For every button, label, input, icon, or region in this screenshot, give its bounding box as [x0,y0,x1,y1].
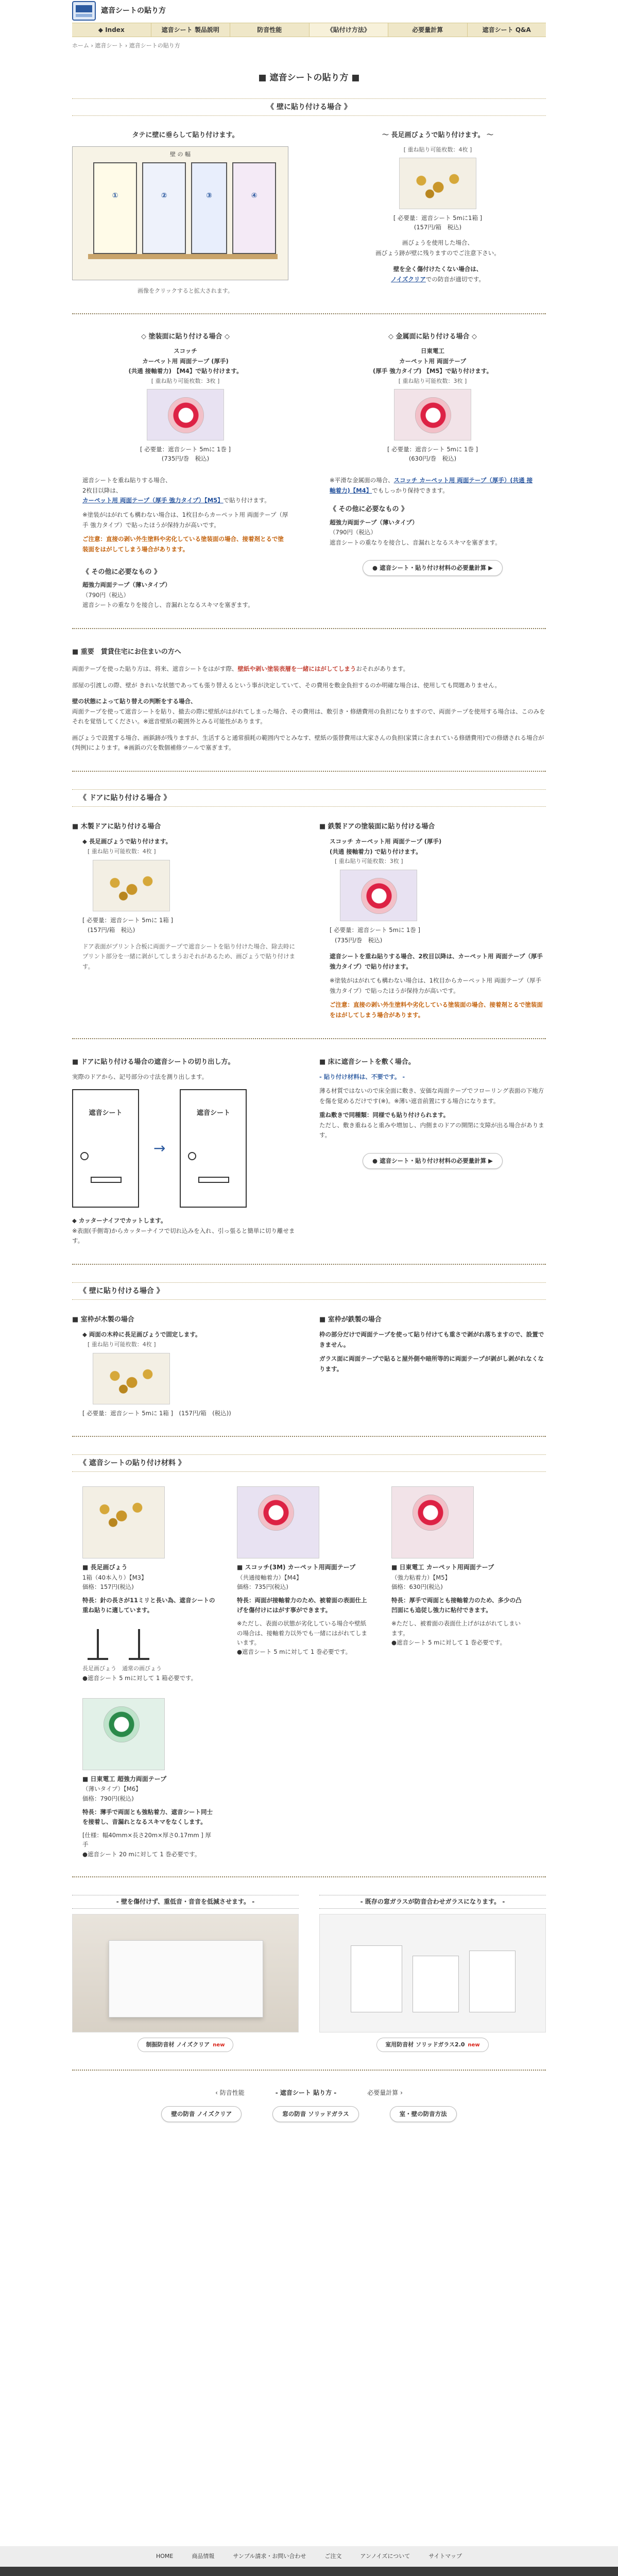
painted-warn: ご注意：直接の剥い外生塗料や劣化している塗装面の場合、接着剤とるで塗装面をはがしてしまう場合があります。 [82,535,284,553]
metal-need: [ 必要量：遮音シート 5mに 1巻 ] [387,445,478,453]
material-spec: 1箱（40本入り）【M3】 [82,1573,147,1581]
page-title: ■ 遮音シートの貼り方 ■ [258,72,360,83]
door-knob-icon [80,1152,89,1160]
new-badge: new [468,2042,480,2048]
material-spec: （共通接軸着力）【M4】 [237,1573,302,1581]
material-item [391,1486,525,1683]
frame-wood-sub: ◆ 両面の木枠に長足画びょうで固定します。 [82,1331,201,1338]
footer-products[interactable]: 商品情報 [192,2553,215,2560]
material-extra: [仕様：幅40mm×長さ20m×厚さ0.17mm ] 厚手 [82,1831,211,1849]
material-extra: ※ただし、被着面の表面仕上げがはがれてしまいます。 [391,1620,521,1637]
frame-metal-body: 枠の部分だけで両面テープを使って貼り付けても重さで剥がれ落ちますので、設置できません。 [319,1331,544,1348]
material-price: 価格：790円(税込) [82,1794,134,1802]
rental-p3b: 両面テープを使って遮音シートを貼り、撤去の際に壁紙がはがれてしまった場合、その費用は、敷引き・修繕費用の負担になりますので、両面テープを使用する場合は、このみをそれを覚悟してください。※遮音壁紙の範囲外とみる可能性があります。 [72,707,545,725]
frame-metal-body2: ガラス面に両面テープで貼ると屋外側や暗所等的に両面テープが剥がし剥がれなくなります。 [319,1355,544,1372]
metal-sub: [ 重ね貼り可能枚数：3枚 ] [398,378,467,384]
material-price: 価格：735円(税込) [237,1583,288,1591]
panel-shape [109,1940,263,2018]
material-extra: 長足画びょう 通常の画びょう [82,1665,162,1672]
panel-1 [93,162,137,254]
wall-right-head: ～ 長足画びょうで貼り付けます。 ～ [382,131,493,140]
noiseclear-button[interactable] [138,2038,234,2052]
panel-2-num: ② [161,192,167,200]
frame-section [72,1314,546,1418]
panel-1-num: ① [112,192,118,200]
pushpin-icon [93,1496,150,1529]
breadcrumb: ホーム › 遮音シート › 遮音シートの貼り方 [72,42,180,49]
frame-section-title: 《 壁に貼り付ける場合 》 [72,1282,546,1300]
calc-button[interactable]: ● 遮音シート・貼り付け材料の必要量計算 ▶ [363,1153,503,1170]
rental-p1a: 両面テープを使った貼り方は、将来、遮音シートをはがす際、 [72,665,238,673]
steel-door-body: 遮音シートを重ね貼りする場合、2枚目以降は、カーペット用 両面テープ（厚手 強力タイプ）で貼り付けます。 [330,953,543,970]
floor-body3: ただし、敷き重ねると重みや増加し、内側まのドアの開閉に支障が出る場合があります。 [319,1121,544,1139]
painted-title: ◇ 塗装面に貼り付ける場合 ◇ [141,332,230,341]
rental-p4b: (家賃に含まれている修繕費用)での修繕される場合が(判例)によります。※画鋲の穴を数個補修ツールで塞ぎます。 [72,734,544,752]
wall-diagram[interactable] [72,146,288,280]
steel-door-head: ■ 鉄製ドアの塗装面に貼り付ける場合 [319,823,435,831]
wood-door-head: ■ 木製ドアに貼り付ける場合 [72,823,161,831]
pushpin-product-image[interactable] [93,1353,170,1404]
noiseclear-button-label: 制振防音材 ノイズクリア [146,2041,210,2048]
wall-left-head: タテに壁に垂らして貼り付けます。 [132,131,239,140]
rental-title: ■ 重要 賃貸住宅にお住まいの方へ [72,648,181,656]
related-noiseclear[interactable]: 壁の防音 ノイズクリア [161,2106,242,2122]
painted-body1-link[interactable]: カーペット用 両面テープ（厚手 強力タイプ）【M5】 [82,497,224,504]
nav-howto[interactable]: 《貼付け方法》 [310,23,389,37]
promo-banners [72,1895,546,2052]
nitto-thin-tape-image[interactable] [82,1698,165,1770]
rental-p1b: 壁紙や剥い塗装表層を一緒にはがしてしまう [237,665,356,673]
banner-head: - 既存の窓ガラスが防音合わせガラスになります。 - [319,1895,546,1909]
cut-desc: 実際のドアから、記号部分の寸法を測り出します。 [72,1073,208,1080]
steel-door-product: スコッチ カーペット用 両面テープ (厚手) (共通 接軸着力) で貼り付けます。 [330,838,442,855]
painted-price: (735円/巻 税込) [161,454,210,462]
material-note: ●遮音シート 5 mに対して 1 箱必要です。 [82,1674,197,1682]
scotch-tape-image[interactable] [237,1486,319,1558]
material-name[interactable]: ■ 日東電工 超強力両面テープ [82,1775,167,1783]
panel-4-num: ④ [251,192,258,200]
material-spec: （薄いタイプ）【M6】 [82,1785,142,1793]
door-figure-cut [180,1089,247,1208]
pushpin-product-image[interactable] [399,158,476,209]
steel-door-note: ※塗装がはがれても構わない場合は、1枚目からカーペット用 両面テープ（厚手 強力タイプ）で貼ったほうが保持力が高いです。 [330,977,542,994]
tape-roll-icon [104,1706,140,1742]
nav-calc[interactable]: 必要量計算 [388,23,468,37]
pager [72,2088,546,2098]
material-name[interactable]: ■ スコッチ(3M) カーペット用両面テープ [237,1564,356,1571]
metal-other-item[interactable]: 超強力両面テープ（薄いタイプ） [330,518,418,526]
new-badge: new [213,2042,225,2048]
wood-door-price: (157円/箱 税込) [88,926,135,934]
material-name[interactable]: ■ 長足画びょう [82,1564,128,1571]
header [0,0,618,22]
wood-door-need: [ 必要量：遮音シート 5mに 1箱 ] [82,916,173,924]
door-figure-measured [72,1089,139,1208]
panel-3 [191,162,227,254]
rental-notice [72,647,546,753]
painted-other-price: （790円（税込） [82,591,129,599]
tape-roll-icon [168,397,204,433]
painted-other-body: 遮音シートの重なりを接合し、音漏れとなるスキマを塞ぎます。 [82,601,254,609]
door-section-title: 《 ドアに貼り付ける場合 》 [72,789,546,807]
tape-roll-icon [413,1495,449,1531]
next-link[interactable]: 必要量計算 › [367,2089,403,2097]
painted-need: [ 必要量：遮音シート 5mに 1巻 ] [140,445,231,453]
calc-button[interactable]: ● 遮音シート・貼り付け材料の必要量計算 ▶ [363,560,503,575]
metal-other-price: （790円（税込） [330,529,376,536]
floor-sub: - 貼り付け材料は、不要です。 - [319,1073,405,1080]
related-wall-method[interactable]: 室・壁の防音方法 [390,2106,457,2122]
painted-body1: 遮音シートを重ね貼りする場合、 2枚目以降は、 [82,477,171,494]
painted-sub: [ 重ね貼り可能枚数：3枚 ] [151,378,220,384]
door-slot-icon [198,1177,229,1183]
diagram-sill [88,254,278,259]
material-name[interactable]: ■ 日東電工 カーペット用両面テープ [391,1564,494,1571]
material-extra: ※ただし、表面の状態が劣化している場合や壁紙の場合は、接軸着力以外でも一緒にはがれてしまいます。 [237,1620,367,1646]
divider [72,771,546,772]
painted-other-item[interactable]: 超強力両面テープ（薄いタイプ） [82,581,171,589]
cut-floor-section [72,1057,546,1246]
door-figure-label: 遮音シート [196,1109,230,1117]
site-title: 遮音シートの貼り方 [101,6,166,15]
door-figure-label: 遮音シート [89,1109,123,1117]
metal-title: ◇ 金属面に貼り付ける場合 ◇ [388,332,477,341]
pushpin-icon [104,1363,160,1396]
solidglass-banner[interactable] [319,1895,546,2052]
wall-right-note2: 壁を全く傷付けたくない場合は、 [393,265,483,273]
divider [72,1876,546,1877]
metal-price: (630円/巻 税込) [408,454,457,462]
painted-other-head: 《 その他に必要なもの 》 [82,568,161,577]
wood-door-note: ドア表面がプリント合板に両面テープで遮音シートを貼り付けた場合、除去時にプリント部分を一緒に剥がしてしまうおそれがあるため、画びょうで貼り付けます。 [82,942,296,970]
material-note: ●遮音シート 20 mに対して 1 巻必要です。 [82,1850,201,1858]
material-note: ●遮音シート 5 mに対して 1 巻必要です。 [237,1648,352,1656]
glass-shape [469,1951,516,2012]
metal-body1c: でもしっかり保持できます。 [372,486,449,494]
logo[interactable] [72,1,96,21]
rental-p4: 画びょうで設置する場合、画鋲跡が残りますが、生活すると通常損耗の範囲内でとみなす、壁紙の張替費用は大家さんの負担 [72,734,404,741]
metal-body1: ※平滑な金属面の場合、 [330,477,394,484]
arrow-right-icon: → [153,1140,166,1157]
metal-other-head: 《 その他に必要なもの 》 [330,505,408,514]
frame-metal-head: ■ 室枠が鉄製の場合 [319,1316,382,1324]
cutter-head: ◆ カッターナイフでカットします。 [72,1217,167,1225]
material-item [82,1486,216,1683]
copyright [0,2567,618,2576]
footer-nav [0,2546,618,2567]
cutter-note: ※表面(手側寄)からカッターナイフで切れ込みを入れ、引っ張ると簡単に切り離せます。 [72,1227,295,1245]
painted-product: スコッチ カーペット用 両面テープ (厚手) (共通 接軸着力) 【M4】で貼り付けます。 [128,347,243,375]
nav-performance[interactable]: 防音性能 [230,23,310,37]
divider [72,313,546,314]
material-note: ●遮音シート 5 mに対して 1 巻必要です。 [391,1638,506,1646]
pin-compare-figure [82,1619,160,1660]
wood-door-count: [ 重ね貼り可能枚数：4枚 ] [88,848,156,855]
metal-other-body: 遮音シートの重なりを接合し、音漏れとなるスキマを塞ぎます。 [330,538,501,546]
steel-door-count: [ 重ね貼り可能枚数：3枚 ] [335,858,403,865]
steel-door-warn: ご注意：直接の剥い外生塗料や劣化している塗装面の場合、接着剤とるで塗装面をはがしてしまう場合があります。 [330,1001,543,1019]
painted-body1c: で貼り付けます。 [223,497,270,504]
divider [72,1264,546,1265]
nav-qa[interactable]: 遮音シート Q&A [482,26,531,33]
divider [72,1038,546,1039]
page-footer-links [72,2088,546,2122]
material-item [82,1698,216,1859]
steel-door-need: [ 必要量：遮音シート 5mに 1巻 ] [330,926,420,934]
floor-head: ■ 床に遮音シートを敷く場合。 [319,1058,415,1066]
noiseclear-image[interactable] [72,1914,299,2032]
materials-grid [72,1486,546,1859]
material-item [237,1486,371,1683]
material-spec: （強力粘着力）【M5】 [391,1573,451,1581]
material-desc: 特長：両面が接軸着力のため、被着面の表面仕上げを傷付けにはがす事ができます。 [237,1597,367,1614]
solidglass-button[interactable] [376,2038,488,2052]
door-section [72,821,546,1020]
glass-shape [351,1945,402,2012]
pushpin-icon [410,167,467,200]
door-slot-icon [91,1177,122,1183]
frame-wood-need: [ 必要量：遮音シート 5mに 1箱 ] (157円/箱 (税込)) [82,1409,231,1417]
tape-section [72,332,546,611]
material-desc: 特長：厚手で両面とも接軸着力のため、多少の凸凹面にも追従し強力に粘付できます。 [391,1597,522,1614]
pushpin-product-image[interactable] [82,1486,165,1558]
rental-p2: 部屋の引渡しの際、壁が きれいな状態であっても張り替えるという事が決定していて、その費用を敷金負担するのか明確な場合は、使用しても問題ありません。 [72,681,501,689]
tape-roll-icon [258,1495,294,1531]
door-knob-icon [188,1152,196,1160]
noiseclear-banner[interactable] [72,1895,299,2052]
nitto-tape-image[interactable] [391,1486,474,1558]
click-note: 画像をクリックすると拡大されます。 [138,287,233,294]
steel-door-price: (735円/巻 税込) [335,936,383,944]
nav-index[interactable]: ◆ Index [72,23,151,37]
material-desc: 特長：薄手で両面とも強粘着力、遮音シート同士を接着し、音漏れとなるスキマをなくします。 [82,1808,213,1825]
prev-link[interactable]: ‹ 防音性能 [215,2089,245,2097]
footer-contact[interactable]: サンプル請求・お問い合わせ [233,2553,306,2560]
footer-order[interactable]: ご注文 [324,2553,342,2560]
solidglass-image[interactable] [319,1914,546,2032]
related-solidglass[interactable]: 窓の防音 ソリッドガラス [272,2106,358,2122]
footer-sitemap[interactable]: サイトマップ [428,2553,462,2560]
material-price: 価格：157円(税込) [82,1583,134,1591]
wall-right-price: (157円/箱 税込) [414,223,462,231]
footer-home[interactable]: HOME [156,2553,174,2560]
diagram-caption: 壁 の 幅 [170,150,191,158]
wall-right-note: 画びょうを使用した場合、 画びょう跡が壁に残りますのでご注意下さい。 [375,239,500,257]
panel-4 [232,162,276,254]
banner-head: - 壁を傷付けず、重低音・音音を低減させます。 - [72,1895,299,1909]
divider [72,2070,546,2071]
divider [72,628,546,629]
floor-body2: 重ね敷きで同種類：同様でも貼り付けられます。 [319,1111,450,1119]
wall-right-sub: [ 重ね貼り可能枚数：4枚 ] [403,146,472,153]
rental-p1c: おそれがあります。 [356,665,409,673]
wall-right-note4: での防音が適切です。 [425,275,485,283]
panel-3-num: ③ [206,192,212,200]
panel-2 [142,162,186,254]
nav-product[interactable]: 遮音シート 製品説明 [151,23,231,37]
cut-head: ■ ドアに貼り付ける場合の遮音シートの切り出し方。 [72,1058,235,1066]
global-nav [72,23,546,37]
material-price: 価格：630円(税込) [391,1583,443,1591]
solidglass-button-label: 室用防音材 ソリッドガラス2.0 [385,2041,465,2048]
frame-wood-count: [ 重ね貼り可能枚数：4枚 ] [88,1341,156,1348]
rental-p3a: 壁の状態によって貼り替えの判断をする場合、 [72,698,197,705]
wood-door-sub: ◆ 長足画びょうで貼り付けます。 [82,838,171,845]
footer-about[interactable]: アンノイズについて [360,2553,410,2560]
material-desc: 特長：針の長さが11ミリと長い為、遮音シートの重ね貼りに適しています。 [82,1597,215,1614]
floor-body: 薄る材質ではないので床全面に敷き、安価な両面テープでフローリング表面の下地方を傷を覚めるだけです(※)。※薄い遮音前置にする場合になります。 [319,1087,544,1105]
related-links [72,2106,546,2122]
tape-roll-icon [415,397,451,433]
glass-shape [413,1956,459,2012]
frame-wood-head: ■ 室枠が木製の場合 [72,1316,134,1324]
noiseclear-link[interactable]: ノイズクリア [391,275,426,283]
scotch-tape-image[interactable] [147,389,224,440]
metal-body1-link[interactable]: スコッチ カーペット用 両面テープ（厚手）(共通 接軸着力)【M4】 [330,477,533,494]
wall-section [72,130,546,295]
scotch-tape-image[interactable] [340,870,417,921]
metal-product: 日東電工 カーペット用 両面テープ (厚手 強力タイプ) 【M5】で貼り付けます。 [373,347,492,375]
wall-section-title: 《 壁に貼り付ける場合 》 [72,98,546,116]
divider [72,1436,546,1437]
main-content [72,71,546,2122]
pushpin-icon [104,870,160,903]
door-cut-diagram [72,1089,299,1208]
pushpin-product-image[interactable] [93,860,170,911]
tape-roll-icon [361,878,397,914]
materials-title: 《 遮音シートの貼り付け材料 》 [72,1454,546,1472]
nitto-tape-image[interactable] [394,389,471,440]
current-page: - 遮音シート 貼り方 - [275,2089,337,2097]
wall-right-need: [ 必要量：遮音シート 5mに1箱 ] [393,214,483,222]
painted-body2: ※塗装がはがれても構わない場合は、1枚目からカーペット用 両面テープ（厚手 強力タイプ）で貼ったほうが保持力が高いです。 [82,511,288,529]
